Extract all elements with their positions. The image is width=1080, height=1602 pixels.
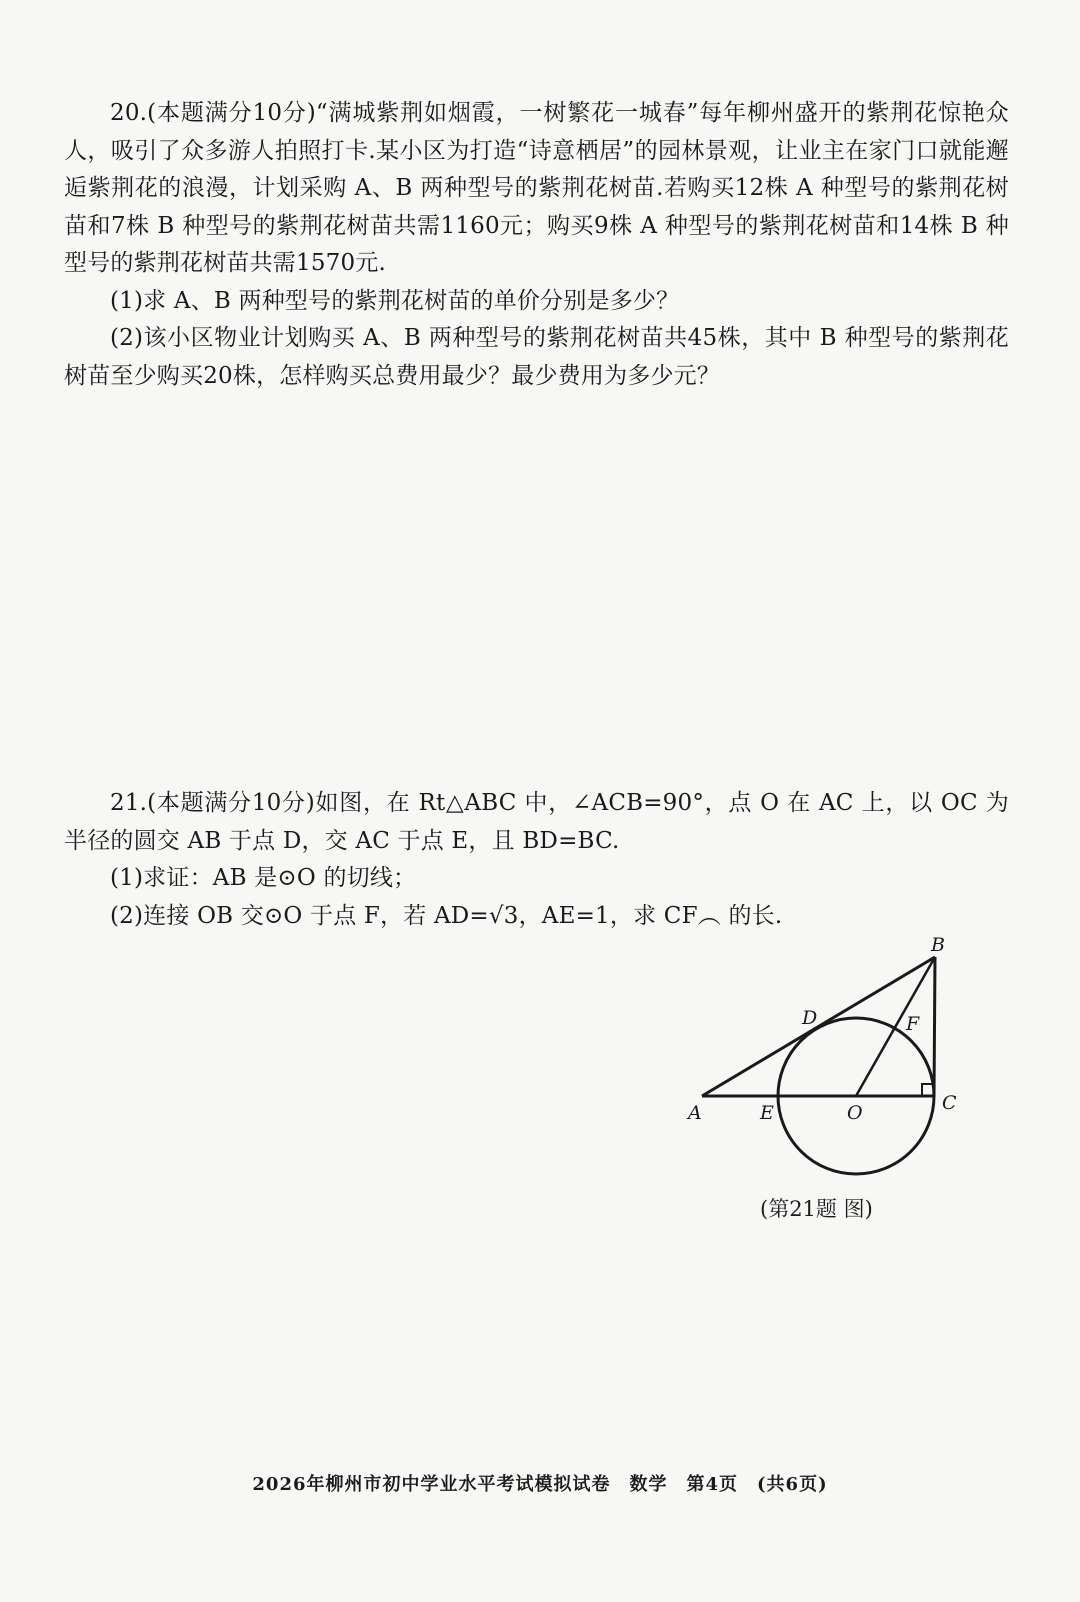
- problem-20-part-2: (2)该小区物业计划购买 A、B 两种型号的紫荆花树苗共45株，其中 B 种型号的紫荆花树苗至少购买20株，怎样购买总费用最少？最少费用为多少元？: [64, 325, 1009, 389]
- label-o: O: [847, 1102, 863, 1124]
- problem-20-part-1: (1)求 A、B 两种型号的紫荆花树苗的单价分别是多少？: [110, 287, 680, 314]
- label-f: F: [906, 1013, 920, 1035]
- page-footer: 2026年柳州市初中学业水平考试模拟试卷 数学 第4页 (共6页): [252, 1474, 828, 1495]
- geometry-figure: [680, 935, 980, 1225]
- label-e: E: [760, 1102, 774, 1124]
- label-c: C: [942, 1092, 957, 1114]
- figure-caption: (第21题 图): [760, 1197, 873, 1221]
- problem-21-part-2: (2)连接 OB 交⊙O 于点 F，若 AD=√3，AE=1，求 CF︵ 的长.: [110, 902, 783, 929]
- segment-bc: [934, 957, 935, 1096]
- segment-ob: [856, 957, 935, 1096]
- problem-20: [64, 95, 1009, 395]
- problem-21: [64, 785, 1009, 935]
- label-a: A: [688, 1102, 702, 1124]
- segment-ab: [702, 957, 935, 1096]
- problem-21-stem: 21.(本题满分10分)如图，在 Rt△ABC 中，∠ACB=90°，点 O 在 AC 上，以 OC 为半径的圆交 AB 于点 D，交 AC 于点 E，且 BD=BC.: [64, 790, 1009, 854]
- label-b: B: [931, 935, 945, 956]
- problem-21-part-1: (1)求证：AB 是⊙O 的切线；: [110, 865, 417, 891]
- label-d: D: [802, 1007, 818, 1029]
- problem-20-stem: 20.(本题满分10分)“满城紫荆如烟霞，一树繁花一城春”每年柳州盛开的紫荆花惊艳众人，吸引了众多游人拍照打卡.某小区为打造“诗意栖居”的园林景观，让业主在家门口就能邂逅紫荆花的浪漫，计划采购 A、B 两种型号的紫荆花树苗.若购买12株 A 种型号的紫荆花树苗和7株 B 种型号的紫荆花树苗共需1160元；购买9株 A 种型号的紫荆花树苗和14株 B 种型号的紫荆花树苗共需1570元.: [64, 100, 1009, 276]
